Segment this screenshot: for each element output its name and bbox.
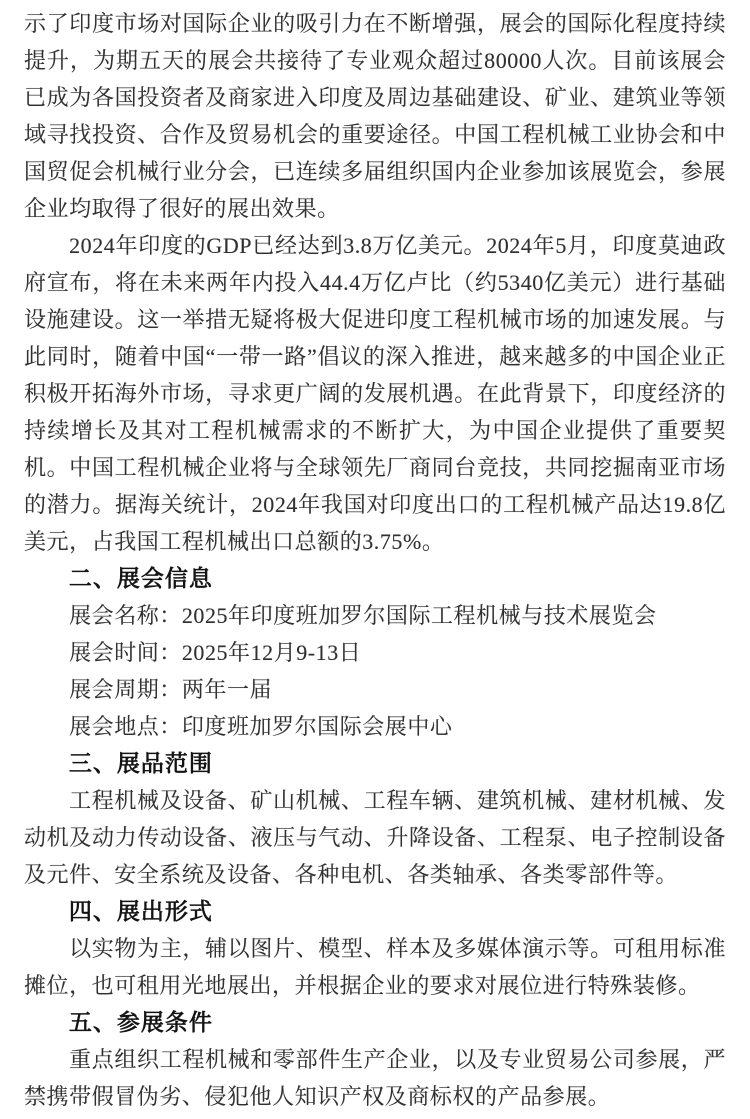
info-line-3: 展会名称：2025年印度班加罗尔国际工程机械与技术展览会	[69, 603, 657, 628]
paragraph-0: 示了印度市场对国际企业的吸引力在不断增强，展会的国际化程度持续提升，为期五天的展会共接待了专业观众超过80000人次。目前该展会已成为各国投资者及商家进入印度及周边基础建设、矿业、建筑业等领域寻找投资、合作及贸易机会的重要途径。中国工程机械工业协会和中国贸促会机械行业分会，已连续多届组织国内企业参加该展览会，参展企业均取得了很好的展出效果。	[24, 11, 726, 221]
document-body	[24, 5, 726, 1115]
info-line-4: 展会时间：2025年12月9-13日	[69, 640, 362, 665]
section-heading-2: 二、展会信息	[68, 565, 213, 591]
section-heading-9: 四、展出形式	[68, 898, 213, 924]
info-line-6: 展会地点：印度班加罗尔国际会展中心	[69, 714, 453, 739]
paragraph-1: 2024年印度的GDP已经达到3.8万亿美元。2024年5月，印度莫迪政府宣布，将在未来两年内投入44.4万亿卢比（约5340亿美元）进行基础设施建设。这一举措无疑将极大促进印度工程机械市场的加速发展。与此同时，随着中国“一带一路”倡议的深入推进，越来越多的中国企业正积极开拓海外市场，寻求更广阔的发展机遇。在此背景下，印度经济的持续增长及其对工程机械需求的不断扩大，为中国企业提供了重要契机。中国工程机械企业将与全球领先厂商同台竞技，共同挖掘南亚市场的潜力。据海关统计，2024年我国对印度出口的工程机械产品达19.8亿美元，占我国工程机械出口总额的3.75%。	[24, 233, 726, 554]
info-line-5: 展会周期：两年一届	[69, 677, 273, 702]
section-heading-11: 五、参展条件	[68, 1009, 213, 1035]
paragraph-8: 工程机械及设备、矿山机械、工程车辆、建筑机械、建材机械、发动机及动力传动设备、液压与气动、升降设备、工程泵、电子控制设备及元件、安全系统及设备、各种电机、各类轴承、各类零部件等。	[24, 788, 726, 887]
paragraph-12: 重点组织工程机械和零部件生产企业，以及专业贸易公司参展，严禁携带假冒伪劣、侵犯他人知识产权及商标权的产品参展。	[24, 1047, 726, 1109]
paragraph-10: 以实物为主，辅以图片、模型、样本及多媒体演示等。可租用标准摊位，也可租用光地展出，并根据企业的要求对展位进行特殊装修。	[24, 936, 726, 998]
section-heading-7: 三、展品范围	[68, 750, 213, 776]
